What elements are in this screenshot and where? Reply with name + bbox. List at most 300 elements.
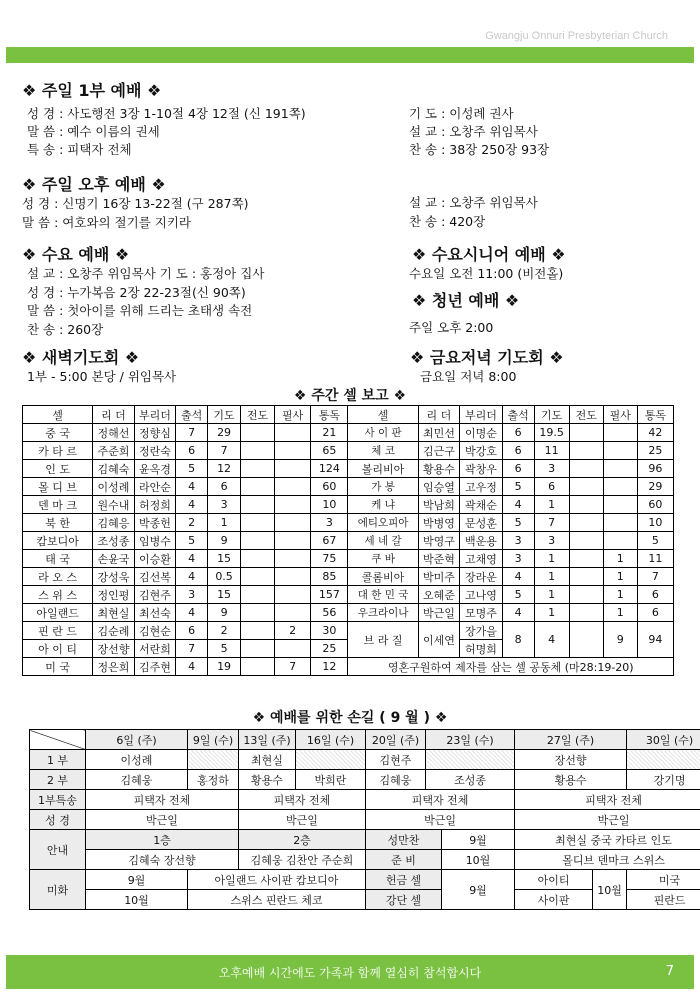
- cell-report-value: [275, 532, 311, 550]
- cell-report-value: 3: [176, 586, 208, 604]
- s1-scripture: 성 경 : 사도행전 3장 1-10절 4장 12절 (신 191쪽): [27, 106, 306, 121]
- cell-report-value: [241, 658, 275, 676]
- cell-report-value: 157: [311, 586, 348, 604]
- prep-label: 성만찬: [366, 830, 442, 850]
- guide-floor1: 1층: [86, 830, 239, 850]
- cell-report-value: 고나영: [460, 586, 503, 604]
- cell-report-value: 체 코: [348, 442, 418, 460]
- deco-month: 9월: [86, 870, 188, 890]
- cell-report-value: 6: [502, 442, 534, 460]
- cell-report-value: 가 봉: [348, 478, 418, 496]
- cell-report-value: [275, 640, 311, 658]
- offering-month: 10월: [593, 870, 627, 910]
- cell-report-value: 브 라 질: [348, 622, 418, 658]
- cell-report-header-cell: 리 더: [418, 406, 459, 424]
- cell-report-value: 태 국: [23, 550, 93, 568]
- cell-report-value: 조성종: [93, 532, 134, 550]
- cell-report-value: 라 오 스: [23, 568, 93, 586]
- cell-report-value: 대 한 민 국: [348, 586, 418, 604]
- duty-title: ❖ 예배를 위한 손길 ( 9 월 ) ❖: [252, 710, 448, 726]
- cell-report-value: 라안순: [134, 478, 175, 496]
- cell-report-value: [569, 532, 603, 550]
- cell-report-value: 고채영: [460, 550, 503, 568]
- s7-time: 금요일 저녁 8:00: [420, 369, 517, 384]
- cell-report-value: 60: [637, 496, 673, 514]
- wednesday-senior-title: ❖ 수요시니어 예배 ❖: [412, 245, 566, 264]
- cell-report-value: [275, 568, 311, 586]
- cell-report-value: 5: [637, 532, 673, 550]
- cell-report-value: 김주현: [134, 658, 175, 676]
- cell-report-value: 5: [176, 460, 208, 478]
- cell-report-value: 3: [534, 532, 569, 550]
- cell-report-value: 핀 란 드: [23, 622, 93, 640]
- page-number: 7: [665, 964, 674, 979]
- cell-report-value: [241, 550, 275, 568]
- s4-time: 수요일 오전 11:00 (비전홀): [409, 266, 564, 281]
- cell-report-value: [241, 514, 275, 532]
- cell-report-value: 박준혁: [418, 550, 459, 568]
- cell-report-value: 11: [637, 550, 673, 568]
- cell-report-value: 3: [311, 514, 348, 532]
- duty-date: 16일 (수): [296, 730, 366, 750]
- deco-cells: 아일랜드 사이판 캄보디아: [188, 870, 366, 890]
- duty-cell: 최현실: [239, 750, 296, 770]
- cell-report-header-cell: 출석: [502, 406, 534, 424]
- cell-report-value: 1: [208, 514, 241, 532]
- duty-label: 2 부: [30, 770, 86, 790]
- cell-report-value: 박미주: [418, 568, 459, 586]
- duty-row-special: [30, 790, 700, 810]
- table-row: [23, 658, 674, 676]
- cell-report-value: 2: [176, 514, 208, 532]
- cell-report-value: 이승환: [134, 550, 175, 568]
- cell-report-value: 4: [176, 568, 208, 586]
- cell-report-value: 3: [208, 496, 241, 514]
- duty-label: 1부특송: [30, 790, 86, 810]
- cell-report-value: 42: [637, 424, 673, 442]
- cell-report-value: 1: [603, 550, 637, 568]
- cell-report-value: 곽창우: [460, 460, 503, 478]
- prep-cells: 최현실 중국 카타르 인도: [515, 830, 700, 850]
- cell-report-value: 세 네 갈: [348, 532, 418, 550]
- cell-report-value: 볼리비아: [348, 460, 418, 478]
- duty-label: 미화: [30, 870, 86, 910]
- cell-report-value: 2: [275, 622, 311, 640]
- cell-report-value: 카 타 르: [23, 442, 93, 460]
- cell-report-value: 19.5: [534, 424, 569, 442]
- sunday-first-service-title: ❖ 주일 1부 예배 ❖: [22, 81, 162, 100]
- cell-report-value: [275, 604, 311, 622]
- cell-report-header-cell: 부리더: [460, 406, 503, 424]
- duty-date: 6일 (주): [86, 730, 188, 750]
- cell-report-value: 에티오피아: [348, 514, 418, 532]
- offering-cell: 핀란드: [627, 890, 700, 910]
- cell-report-value: 박강호: [460, 442, 503, 460]
- wednesday-service-title: ❖ 수요 예배 ❖: [22, 245, 130, 264]
- cell-report-value: [241, 640, 275, 658]
- cell-report-value: [241, 586, 275, 604]
- cell-report-value: 몰 디 브: [23, 478, 93, 496]
- cell-report-value: 원수내: [93, 496, 134, 514]
- cell-report-value: 6: [534, 478, 569, 496]
- duty-row-deco-a: [30, 870, 700, 890]
- cell-report-value: [241, 442, 275, 460]
- cell-report-value: 1: [534, 586, 569, 604]
- cell-report-header-cell: 기도: [208, 406, 241, 424]
- offering-label: 헌금 셀: [366, 870, 442, 890]
- duty-cell: 김현주: [366, 750, 426, 770]
- cell-report-header-cell: 필사: [275, 406, 311, 424]
- cell-report-value: [275, 460, 311, 478]
- cell-report-value: 쿠 바: [348, 550, 418, 568]
- cell-report-table: [22, 405, 674, 676]
- duty-cell: 홍정하: [188, 770, 239, 790]
- cell-report-value: 중 국: [23, 424, 93, 442]
- cell-report-value: 25: [637, 442, 673, 460]
- cell-report-value: [275, 550, 311, 568]
- cell-report-title: ❖ 주간 셀 보고 ❖: [293, 388, 407, 404]
- duty-label: 1 부: [30, 750, 86, 770]
- duty-cell: 피택자 전체: [366, 790, 515, 810]
- cell-report-value: 인 도: [23, 460, 93, 478]
- cell-report-value: 7: [637, 568, 673, 586]
- cell-report-value: 콜롬비아: [348, 568, 418, 586]
- table-row: [23, 622, 674, 640]
- cell-report-value: 5: [502, 586, 534, 604]
- cell-report-value: 9: [603, 622, 637, 658]
- duty-cell: 박근일: [515, 810, 700, 830]
- cell-report-value: 오혜준: [418, 586, 459, 604]
- cell-report-value: [603, 496, 637, 514]
- cell-report-value: [569, 424, 603, 442]
- cell-report-value: 최현실: [93, 604, 134, 622]
- cell-report-value: [275, 586, 311, 604]
- cell-report-value: 아 이 티: [23, 640, 93, 658]
- cell-report-value: [275, 442, 311, 460]
- duty-date: 23일 (수): [426, 730, 515, 750]
- cell-report-value: 임승열: [418, 478, 459, 496]
- duty-cell: 피택자 전체: [515, 790, 700, 810]
- cell-report-value: 1: [603, 604, 637, 622]
- cell-report-value: 정인평: [93, 586, 134, 604]
- cell-report-value: 최민선: [418, 424, 459, 442]
- cell-report-header-cell: 부리더: [134, 406, 175, 424]
- table-row: [23, 586, 674, 604]
- cell-report-value: 75: [311, 550, 348, 568]
- prep-label: 준 비: [366, 850, 442, 870]
- cell-report-value: 7: [208, 442, 241, 460]
- duty-empty: [627, 750, 700, 770]
- cell-report-value: 장가을: [460, 622, 503, 640]
- cell-report-value: 손윤국: [93, 550, 134, 568]
- cell-report-value: 4: [176, 550, 208, 568]
- cell-report-value: 6: [208, 478, 241, 496]
- cell-report-value: [275, 514, 311, 532]
- cell-report-value: 주준희: [93, 442, 134, 460]
- cell-report-value: [569, 586, 603, 604]
- cell-report-value: 6: [637, 586, 673, 604]
- cell-report-value: 4: [176, 658, 208, 676]
- cell-report-value: 25: [311, 640, 348, 658]
- cell-report-value: 1: [534, 604, 569, 622]
- cell-report-value: 박병영: [418, 514, 459, 532]
- cell-report-value: 허정희: [134, 496, 175, 514]
- duty-label: 안내: [30, 830, 86, 870]
- guide-floor2-names: 김혜웅 김찬안 주순희: [239, 850, 366, 870]
- cell-report-header-cell: 셀: [348, 406, 418, 424]
- cell-report-value: 임병수: [134, 532, 175, 550]
- cell-report-value: 이세연: [418, 622, 459, 658]
- duty-label: 성 경: [30, 810, 86, 830]
- duty-row-scripture: [30, 810, 700, 830]
- cell-report-value: 우크라이나: [348, 604, 418, 622]
- duty-cell: 김혜웅: [86, 770, 188, 790]
- cell-report-value: 문성훈: [460, 514, 503, 532]
- cell-motto: 영혼구원하여 제자를 삼는 셀 공동체 (마28:19-20): [348, 658, 674, 676]
- cell-report-value: 6: [502, 424, 534, 442]
- cell-report-value: 6: [502, 460, 534, 478]
- cell-report-value: 9: [208, 604, 241, 622]
- friday-prayer-title: ❖ 금요저녁 기도회 ❖: [410, 348, 564, 367]
- cell-report-value: 김순례: [93, 622, 134, 640]
- cell-report-value: 2: [208, 622, 241, 640]
- cell-report-value: 29: [637, 478, 673, 496]
- duty-empty: [188, 750, 239, 770]
- s2-preacher: 설 교 : 오창주 위임목사: [409, 195, 538, 210]
- prep-month: 10월: [442, 850, 515, 870]
- cell-report-value: 박근일: [418, 604, 459, 622]
- offering-cell: 미국: [627, 870, 700, 890]
- cell-report-value: 이성례: [93, 478, 134, 496]
- offering-month: 9월: [442, 870, 515, 910]
- cell-report-value: 사 이 판: [348, 424, 418, 442]
- cell-report-header: [23, 406, 674, 424]
- cell-report-value: 김현순: [134, 622, 175, 640]
- cell-report-value: 백운용: [460, 532, 503, 550]
- s3-hymns: 찬 송 : 260장: [27, 322, 104, 337]
- cell-report-value: 강성욱: [93, 568, 134, 586]
- cell-report-value: 124: [311, 460, 348, 478]
- cell-report-value: 4: [176, 478, 208, 496]
- duty-date: 30일 (수): [627, 730, 700, 750]
- cell-report-value: 스 위 스: [23, 586, 93, 604]
- cell-report-header-cell: 리 더: [93, 406, 134, 424]
- cell-report-value: 5: [208, 640, 241, 658]
- cell-report-value: [603, 478, 637, 496]
- cell-report-value: 1: [534, 568, 569, 586]
- cell-report-header-cell: 필사: [603, 406, 637, 424]
- s1-preacher: 설 교 : 오창주 위임목사: [409, 124, 538, 139]
- duty-date-row: [30, 730, 700, 750]
- cell-report-value: 최선숙: [134, 604, 175, 622]
- cell-report-value: [569, 478, 603, 496]
- cell-report-value: [603, 532, 637, 550]
- cell-report-header-cell: 통독: [311, 406, 348, 424]
- table-row: [23, 532, 674, 550]
- cell-report-value: 7: [275, 658, 311, 676]
- cell-report-value: 캄보디아: [23, 532, 93, 550]
- cell-report-value: 박종헌: [134, 514, 175, 532]
- cell-report-value: 1: [603, 586, 637, 604]
- duty-cell: 이성례: [86, 750, 188, 770]
- cell-report-value: 10: [637, 514, 673, 532]
- offering-cell: 사이판: [515, 890, 593, 910]
- table-row: [23, 568, 674, 586]
- duty-date: 9일 (수): [188, 730, 239, 750]
- cell-report-value: 4: [534, 622, 569, 658]
- duty-cell: 박근일: [86, 810, 239, 830]
- cell-report-value: 김근구: [418, 442, 459, 460]
- cell-report-value: [275, 478, 311, 496]
- cell-report-value: 94: [637, 622, 673, 658]
- duty-cell: 피택자 전체: [239, 790, 366, 810]
- duty-empty: [426, 750, 515, 770]
- duty-date: 20일 (주): [366, 730, 426, 750]
- duty-row-first: [30, 750, 700, 770]
- duty-cell: 황용수: [515, 770, 627, 790]
- cell-report-value: 모명주: [460, 604, 503, 622]
- cell-report-value: [569, 460, 603, 478]
- cell-report-value: 4: [176, 604, 208, 622]
- cell-report-value: [241, 568, 275, 586]
- cell-report-value: 15: [208, 550, 241, 568]
- s2-scripture: 성 경 : 신명기 16장 13-22절 (구 287쪽): [22, 196, 249, 211]
- cell-report-value: [241, 478, 275, 496]
- cell-report-value: [569, 514, 603, 532]
- offering-cell: 아이티: [515, 870, 593, 890]
- s5-time: 주일 오후 2:00: [409, 320, 494, 335]
- cell-report-value: 11: [534, 442, 569, 460]
- cell-report-value: 9: [208, 532, 241, 550]
- cell-report-value: 7: [176, 640, 208, 658]
- duty-cell: 피택자 전체: [86, 790, 239, 810]
- duty-row-guide-b: [30, 850, 700, 870]
- header-bar: [6, 47, 694, 63]
- duty-cell: 박근일: [366, 810, 515, 830]
- cell-report-value: 1: [534, 550, 569, 568]
- duty-empty: [296, 750, 366, 770]
- cell-report-value: 정은희: [93, 658, 134, 676]
- duty-cell: 장선향: [515, 750, 627, 770]
- s2-sermon: 말 씀 : 여호와의 절기를 지키라: [22, 215, 191, 230]
- deco-month: 10월: [86, 890, 188, 910]
- cell-report-value: [241, 604, 275, 622]
- footer-note: 오후예배 시간에도 가족과 함께 열심히 참석합시다: [218, 966, 482, 980]
- cell-report-value: 아일랜드: [23, 604, 93, 622]
- cell-report-value: 5: [176, 532, 208, 550]
- cell-report-value: 고우정: [460, 478, 503, 496]
- cell-report-value: 장라운: [460, 568, 503, 586]
- cell-report-value: 19: [208, 658, 241, 676]
- cell-report-value: 박남희: [418, 496, 459, 514]
- s6-time: 1부 - 5:00 본당 / 위임목사: [27, 369, 177, 384]
- cell-report-header-cell: 기도: [534, 406, 569, 424]
- cell-report-value: 덴 마 크: [23, 496, 93, 514]
- s1-prayer: 기 도 : 이성례 권사: [409, 106, 514, 121]
- cell-report-header-cell: 셀: [23, 406, 93, 424]
- cell-report-value: 96: [637, 460, 673, 478]
- table-row: [23, 496, 674, 514]
- s2-hymns: 찬 송 : 420장: [409, 214, 486, 229]
- cell-report-value: [569, 604, 603, 622]
- cell-report-value: 박영구: [418, 532, 459, 550]
- cell-report-value: [569, 496, 603, 514]
- cell-report-value: 4: [502, 568, 534, 586]
- cell-report-value: 북 한: [23, 514, 93, 532]
- cell-report-value: [569, 550, 603, 568]
- duty-corner: [30, 730, 86, 750]
- dawn-prayer-title: ❖ 새벽기도회 ❖: [22, 348, 140, 367]
- s3-preacher-prayer: 설 교 : 오창주 위임목사 기 도 : 홍정아 집사: [27, 266, 265, 281]
- cell-report-value: 21: [311, 424, 348, 442]
- cell-report-value: 4: [502, 604, 534, 622]
- sunday-afternoon-title: ❖ 주일 오후 예배 ❖: [22, 175, 166, 194]
- cell-report-value: [241, 460, 275, 478]
- table-row: [23, 442, 674, 460]
- cell-report-value: 6: [176, 622, 208, 640]
- cell-report-value: 85: [311, 568, 348, 586]
- cell-report-value: 정해선: [93, 424, 134, 442]
- cell-report-value: 서란희: [134, 640, 175, 658]
- cell-report-value: 김혜응: [93, 514, 134, 532]
- s3-sermon: 말 씀 : 첫아이를 위해 드리는 초태생 속전: [27, 303, 253, 318]
- prep-month: 9월: [442, 830, 515, 850]
- offering-label: 강단 셀: [366, 890, 442, 910]
- cell-report-value: 7: [534, 514, 569, 532]
- table-row: [23, 460, 674, 478]
- cell-report-value: [275, 424, 311, 442]
- cell-report-header-cell: 출석: [176, 406, 208, 424]
- cell-report-value: 5: [502, 514, 534, 532]
- cell-report-value: 1: [534, 496, 569, 514]
- cell-report-value: 김선복: [134, 568, 175, 586]
- cell-report-value: 3: [502, 550, 534, 568]
- duty-cell: 박근일: [239, 810, 366, 830]
- cell-report-value: [603, 424, 637, 442]
- cell-report-value: 곽채순: [460, 496, 503, 514]
- cell-report-value: 1: [603, 568, 637, 586]
- cell-report-value: 3: [534, 460, 569, 478]
- cell-report-value: 5: [502, 478, 534, 496]
- cell-report-value: [603, 514, 637, 532]
- cell-report-value: [603, 460, 637, 478]
- duty-row-guide-a: [30, 830, 700, 850]
- cell-report-value: 6: [176, 442, 208, 460]
- cell-report-value: [275, 496, 311, 514]
- cell-report-value: 김현주: [134, 586, 175, 604]
- cell-report-value: [241, 532, 275, 550]
- table-row: [23, 478, 674, 496]
- cell-report-header-cell: 통독: [637, 406, 673, 424]
- duty-cell: 조성종: [426, 770, 515, 790]
- cell-report-value: 김혜숙: [93, 460, 134, 478]
- cell-report-value: [603, 442, 637, 460]
- cell-report-value: 케 냐: [348, 496, 418, 514]
- cell-report-value: [569, 622, 603, 658]
- guide-floor2: 2층: [239, 830, 366, 850]
- cell-report-value: 65: [311, 442, 348, 460]
- cell-report-value: 8: [502, 622, 534, 658]
- duty-cell: 강기명: [627, 770, 700, 790]
- cell-report-value: 12: [208, 460, 241, 478]
- cell-report-value: 허명희: [460, 640, 503, 658]
- cell-report-value: 3: [502, 532, 534, 550]
- table-row: [23, 424, 674, 442]
- cell-report-value: 60: [311, 478, 348, 496]
- cell-report-value: 67: [311, 532, 348, 550]
- cell-report-value: 10: [311, 496, 348, 514]
- deco-cells: 스위스 핀란드 체코: [188, 890, 366, 910]
